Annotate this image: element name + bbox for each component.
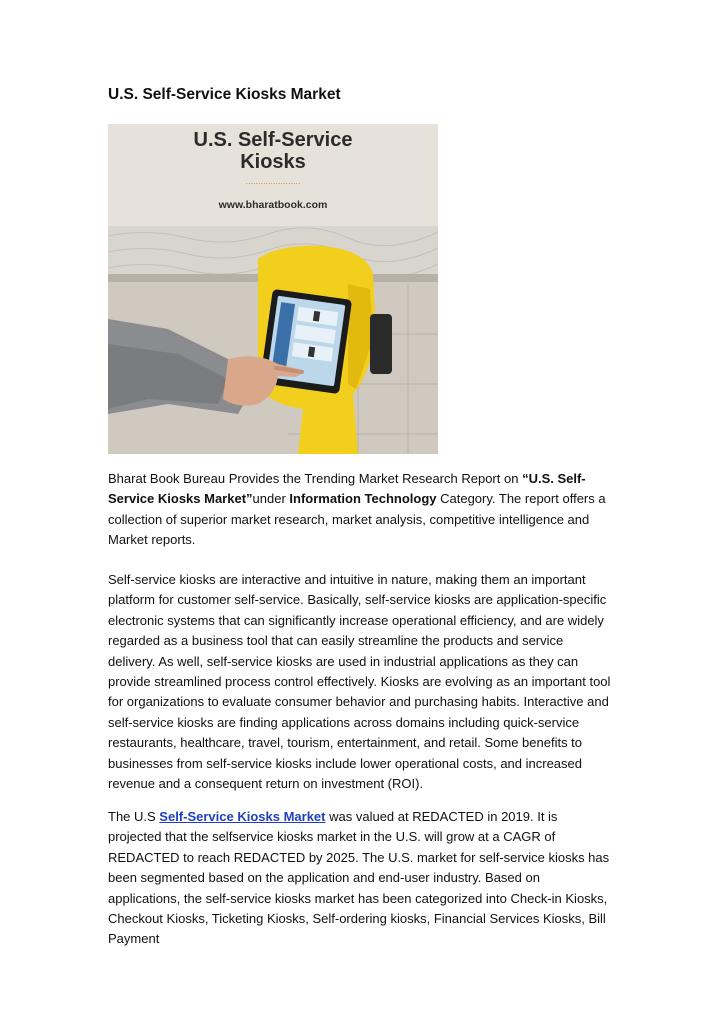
- document-title: U.S. Self-Service Kiosks Market: [108, 86, 341, 103]
- overview-paragraph: Self-service kiosks are interactive and intuitive in nature, making them an important platform for customer self-service. Basically, self-service kiosks are application-specific electronic systems that can significantly increase operational efficiency, and are widely regarded as a business tool that can easily streamline the products and service delivery. As well, self-service kiosks are used in industrial applications as they can provide streamlined process control effectively. Kiosks are evolving as an important tool for organizations to evaluate consumer behavior and purchasing habits. Interactive and self-service kiosks are finding applications across domains including quick-service restaurants, healthcare, travel, tourism, entertainment, and retail. Some benefits to businesses from self-service kiosks include lower operational costs, and increased revenue and a consequent return on investment (ROI).: [108, 572, 611, 792]
- market-report-link[interactable]: Self-Service Kiosks Market: [159, 809, 326, 824]
- banner-website: www.bharatbook.com: [218, 199, 328, 211]
- market-text-a: The U.S: [108, 809, 160, 824]
- intro-text-a: Bharat Book Bureau Provides the Trending Market Research Report on: [108, 471, 523, 486]
- intro-paragraph: [108, 469, 613, 551]
- banner-dots: ......................: [245, 176, 301, 186]
- kiosk-illustration: [108, 124, 438, 454]
- intro-text-b: under: [252, 491, 290, 507]
- market-paragraph: [108, 807, 613, 950]
- report-name: “U.S. Self-Service Kiosks Market”: [108, 471, 586, 507]
- kiosk-hero-image: [108, 124, 438, 454]
- banner-heading-line1: U.S. Self-Service: [193, 129, 353, 151]
- intro-text-c: Category. The report offers a collection of superior market research, market analysis, competitive intelligence and Market reports.: [108, 491, 606, 548]
- category-name: Information Technology: [289, 491, 437, 507]
- market-text-b: was valued at REDACTED in 2019. It is projected that the selfservice kiosks market in the U.S. will grow at a CAGR of REDACTED to reach REDACTED by 2025. The U.S. market for self-service kiosks has been segmented based on the application and end-user industry. Based on applications, the self-service kiosks market has been categorized into Check-in Kiosks, Checkout Kiosks, Ticketing Kiosks, Self-ordering kiosks, Financial Services Kiosks, Bill Payment: [108, 809, 610, 947]
- banner-heading-line2: Kiosks: [240, 151, 306, 173]
